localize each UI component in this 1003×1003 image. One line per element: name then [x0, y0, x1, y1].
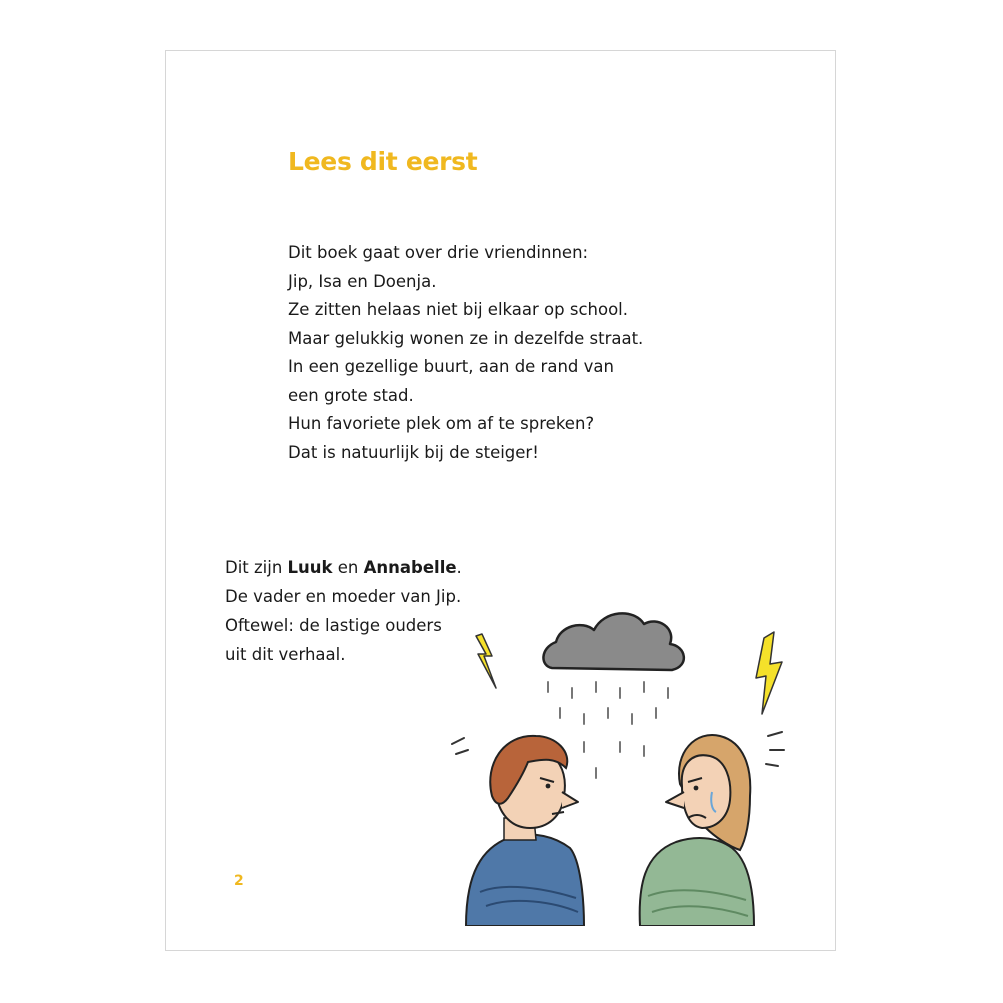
book-page [165, 50, 836, 951]
parents-line: Oftewel: de lastige ouders [225, 616, 442, 635]
intro-line: Maar gelukkig wonen ze in dezelfde straat. [288, 328, 644, 348]
angry-father-figure [466, 736, 584, 926]
intro-line: Dit boek gaat over drie vriendinnen: [288, 243, 589, 262]
page-title: Lees dit eerst [288, 147, 478, 176]
parents-line [225, 553, 525, 582]
intro-line: Ze zitten helaas niet bij elkaar op school. [288, 300, 628, 319]
lightning-bolt-icon [756, 632, 782, 714]
angry-mother-figure [640, 735, 754, 926]
parents-text: . [456, 558, 462, 577]
intro-paragraph [288, 239, 708, 467]
mother-name: Annabelle [363, 558, 457, 577]
lightning-bolt-icon [476, 634, 496, 688]
parents-line: De vader en moeder van Jip. [225, 587, 462, 606]
parents-line: uit dit verhaal. [225, 645, 346, 664]
parents-illustration [444, 596, 804, 926]
intro-line: In een gezellige buurt, aan de rand van [288, 357, 614, 376]
parents-text: Dit zijn [225, 558, 288, 577]
intro-line: een grote stad. [288, 385, 414, 405]
intro-line: Dat is natuurlijk bij de steiger! [288, 442, 539, 462]
intro-line: Hun favoriete plek om af te spreken? [288, 414, 595, 433]
intro-line: Jip, Isa en Doenja. [288, 271, 437, 291]
page-number: 2 [234, 873, 244, 889]
parents-text: en [332, 558, 364, 577]
father-name: Luuk [287, 558, 333, 577]
